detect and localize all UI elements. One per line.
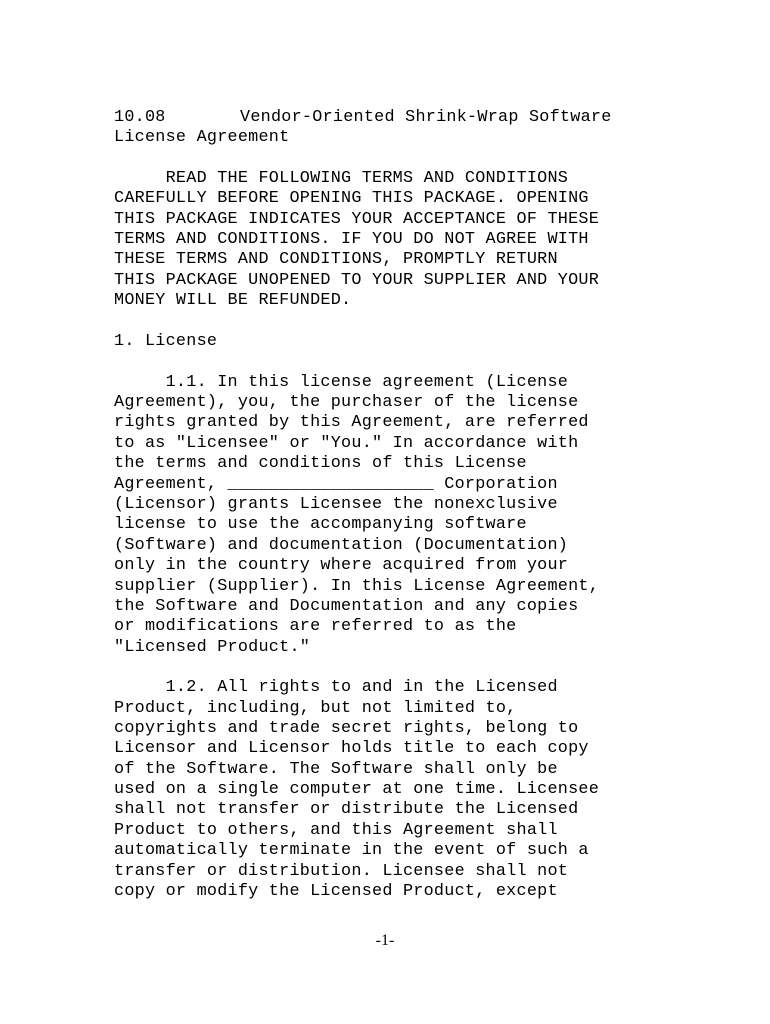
section-number: 10.08	[114, 108, 166, 127]
paragraph-line: (Software) and documentation (Documentation)	[114, 536, 569, 555]
document-title-continued: License Agreement	[114, 128, 290, 147]
paragraph-line: (Licensor) grants Licensee the nonexclusive	[114, 495, 558, 514]
paragraph-line: license to use the accompanying software	[114, 515, 527, 534]
paragraph-line: to as "Licensee" or "You." In accordance with	[114, 434, 579, 453]
paragraph-line: Product to others, and this Agreement shall	[114, 821, 558, 840]
paragraph-line: only in the country where acquired from your	[114, 556, 569, 575]
warning-line: THESE TERMS AND CONDITIONS, PROMPTLY RETURN	[114, 250, 558, 269]
paragraph-line: copy or modify the Licensed Product, except	[114, 882, 558, 901]
paragraph-line: Agreement, ____________________ Corporation	[114, 475, 558, 494]
paragraph-line: "Licensed Product."	[114, 638, 311, 657]
paragraph-line: 1.1. In this license agreement (License	[114, 373, 569, 392]
paragraph-line: Agreement), you, the purchaser of the license	[114, 393, 579, 412]
warning-line: READ THE FOLLOWING TERMS AND CONDITIONS	[114, 169, 569, 188]
page-number: -1-	[375, 932, 395, 949]
paragraph-line: automatically terminate in the event of such a	[114, 841, 589, 860]
paragraph-line: 1.2. All rights to and in the Licensed	[114, 678, 558, 697]
paragraph-line: Product, including, but not limited to,	[114, 699, 517, 718]
paragraph-line: the terms and conditions of this License	[114, 454, 527, 473]
paragraph-line: transfer or distribution. Licensee shall not	[114, 862, 569, 881]
warning-line: CAREFULLY BEFORE OPENING THIS PACKAGE. OPENING	[114, 189, 589, 208]
paragraph-line: rights granted by this Agreement, are referred	[114, 413, 589, 432]
paragraph-line: of the Software. The Software shall only be	[114, 760, 558, 779]
paragraph-line: copyrights and trade secret rights, belong to	[114, 719, 579, 738]
paragraph-line: shall not transfer or distribute the Licensed	[114, 800, 579, 819]
warning-line: MONEY WILL BE REFUNDED.	[114, 291, 352, 310]
section-heading-license: 1. License	[114, 332, 218, 351]
paragraph-line: or modifications are referred to as the	[114, 617, 517, 636]
paragraph-line: used on a single computer at one time. Licensee	[114, 780, 600, 799]
paragraph-line: the Software and Documentation and any copies	[114, 597, 579, 616]
paragraph-line: Licensor and Licensor holds title to each copy	[114, 739, 589, 758]
warning-line: THIS PACKAGE INDICATES YOUR ACCEPTANCE OF THESE	[114, 210, 600, 229]
paragraph-line: supplier (Supplier). In this License Agreement,	[114, 577, 600, 596]
warning-line: THIS PACKAGE UNOPENED TO YOUR SUPPLIER AND YOUR	[114, 271, 600, 290]
document-title: Vendor-Oriented Shrink-Wrap Software	[240, 108, 612, 127]
warning-line: TERMS AND CONDITIONS. IF YOU DO NOT AGREE WITH	[114, 230, 589, 249]
